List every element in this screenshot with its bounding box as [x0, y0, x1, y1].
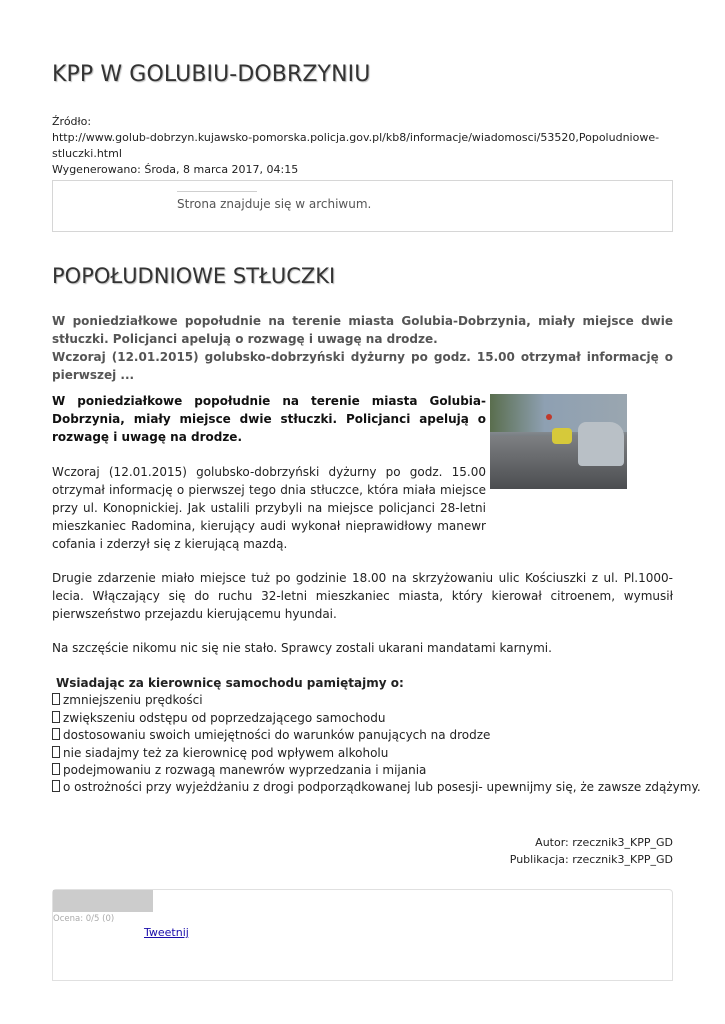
paragraph-3: Na szczęście nikomu nic się nie stało. Sprawcy zostali ukarani mandatami karnymi.	[52, 641, 552, 655]
tweet-link[interactable]: Tweetnij	[144, 926, 189, 939]
lead-line-1: W poniedziałkowe popołudnie na terenie miasta Golubia-Dobrzynia, miały miejsce dwie stłuczki. Policjanci apelują o rozwagę i uwagę na drodze.	[52, 314, 673, 346]
author: Autor: rzecznik3_KPP_GD	[535, 836, 673, 849]
box-glyph-icon	[52, 693, 60, 705]
box-glyph-icon	[52, 763, 60, 775]
rating-label: Ocena: 0/5 (0)	[53, 914, 115, 924]
list-item: nie siadajmy też za kierownicę pod wpływem alkoholu	[52, 745, 673, 762]
generated-date: Wygenerowano: Środa, 8 marca 2017, 04:15	[52, 163, 299, 176]
archive-notice-box	[52, 180, 673, 232]
source-block	[52, 114, 673, 178]
rating-bar[interactable]	[53, 890, 153, 912]
list-item: o ostrożności przy wyjeżdżaniu z drogi podporządkowanej lub posesji- upewnijmy się, że zawsze zdążymy.	[52, 779, 673, 796]
source-label: Źródło:	[52, 115, 92, 128]
article-title: POPOŁUDNIOWE STŁUCZKI	[52, 264, 336, 288]
archive-notice: Strona znajduje się w archiwum.	[177, 197, 372, 211]
box-glyph-icon	[52, 728, 60, 740]
tips-heading: Wsiadając za kierownicę samochodu pamiętajmy o:	[56, 676, 404, 690]
rating-box	[52, 889, 673, 981]
paragraph-1: Wczoraj (12.01.2015) golubsko-dobrzyński dyżurny po godz. 15.00 otrzymał informację o pierwszej tego dnia stłuczce, która miała miejsce przy ul. Konopnickiej. Jak ustalili przybyli na miejsce policjanci 28-letni mieszkaniec Radomina, kierujący audi wykonał nieprawidłowy manewr cofania i zderzył się z kierującą mazdą.	[52, 465, 486, 551]
list-item: podejmowaniu z rozwagą manewrów wyprzedzania i mijania	[52, 762, 673, 779]
article-intro: W poniedziałkowe popołudnie na terenie miasta Golubia-Dobrzynia, miały miejsce dwie stłuczki. Policjanci apelują o rozwagę i uwagę na drodze.	[52, 394, 486, 444]
box-glyph-icon	[52, 711, 60, 723]
lead-line-2: Wczoraj (12.01.2015) golubsko-dobrzyński dyżurny po godz. 15.00 otrzymał informację o pierwszej ...	[52, 350, 673, 382]
article-photo	[490, 394, 627, 489]
article-lead	[52, 312, 673, 384]
box-glyph-icon	[52, 746, 60, 758]
tips-list	[52, 675, 701, 797]
list-item: dostosowaniu swoich umiejętności do warunków panujących na drodze	[52, 727, 673, 744]
publication: Publikacja: rzecznik3_KPP_GD	[509, 853, 673, 866]
paragraph-2: Drugie zdarzenie miało miejsce tuż po godzinie 18.00 na skrzyżowaniu ulic Kościuszki z ul. Pl.1000-lecia. Włączający się do ruchu 32-letni mieszkaniec miasta, który kierował citroenem, wymusił pierwszeństwo przejazdu kierującemu hyundai.	[52, 571, 673, 621]
site-title: KPP W GOLUBIU-DOBRZYNIU	[52, 62, 371, 87]
list-item: zwiększeniu odstępu od poprzedzającego samochodu	[52, 710, 673, 727]
archive-divider	[177, 191, 257, 192]
source-url: http://www.golub-dobrzyn.kujawsko-pomorska.policja.gov.pl/kb8/informacje/wiadomosci/53520,Popoludniowe-stluczki.html	[52, 131, 660, 160]
list-item: zmniejszeniu prędkości	[52, 692, 673, 709]
box-glyph-icon	[52, 780, 60, 792]
